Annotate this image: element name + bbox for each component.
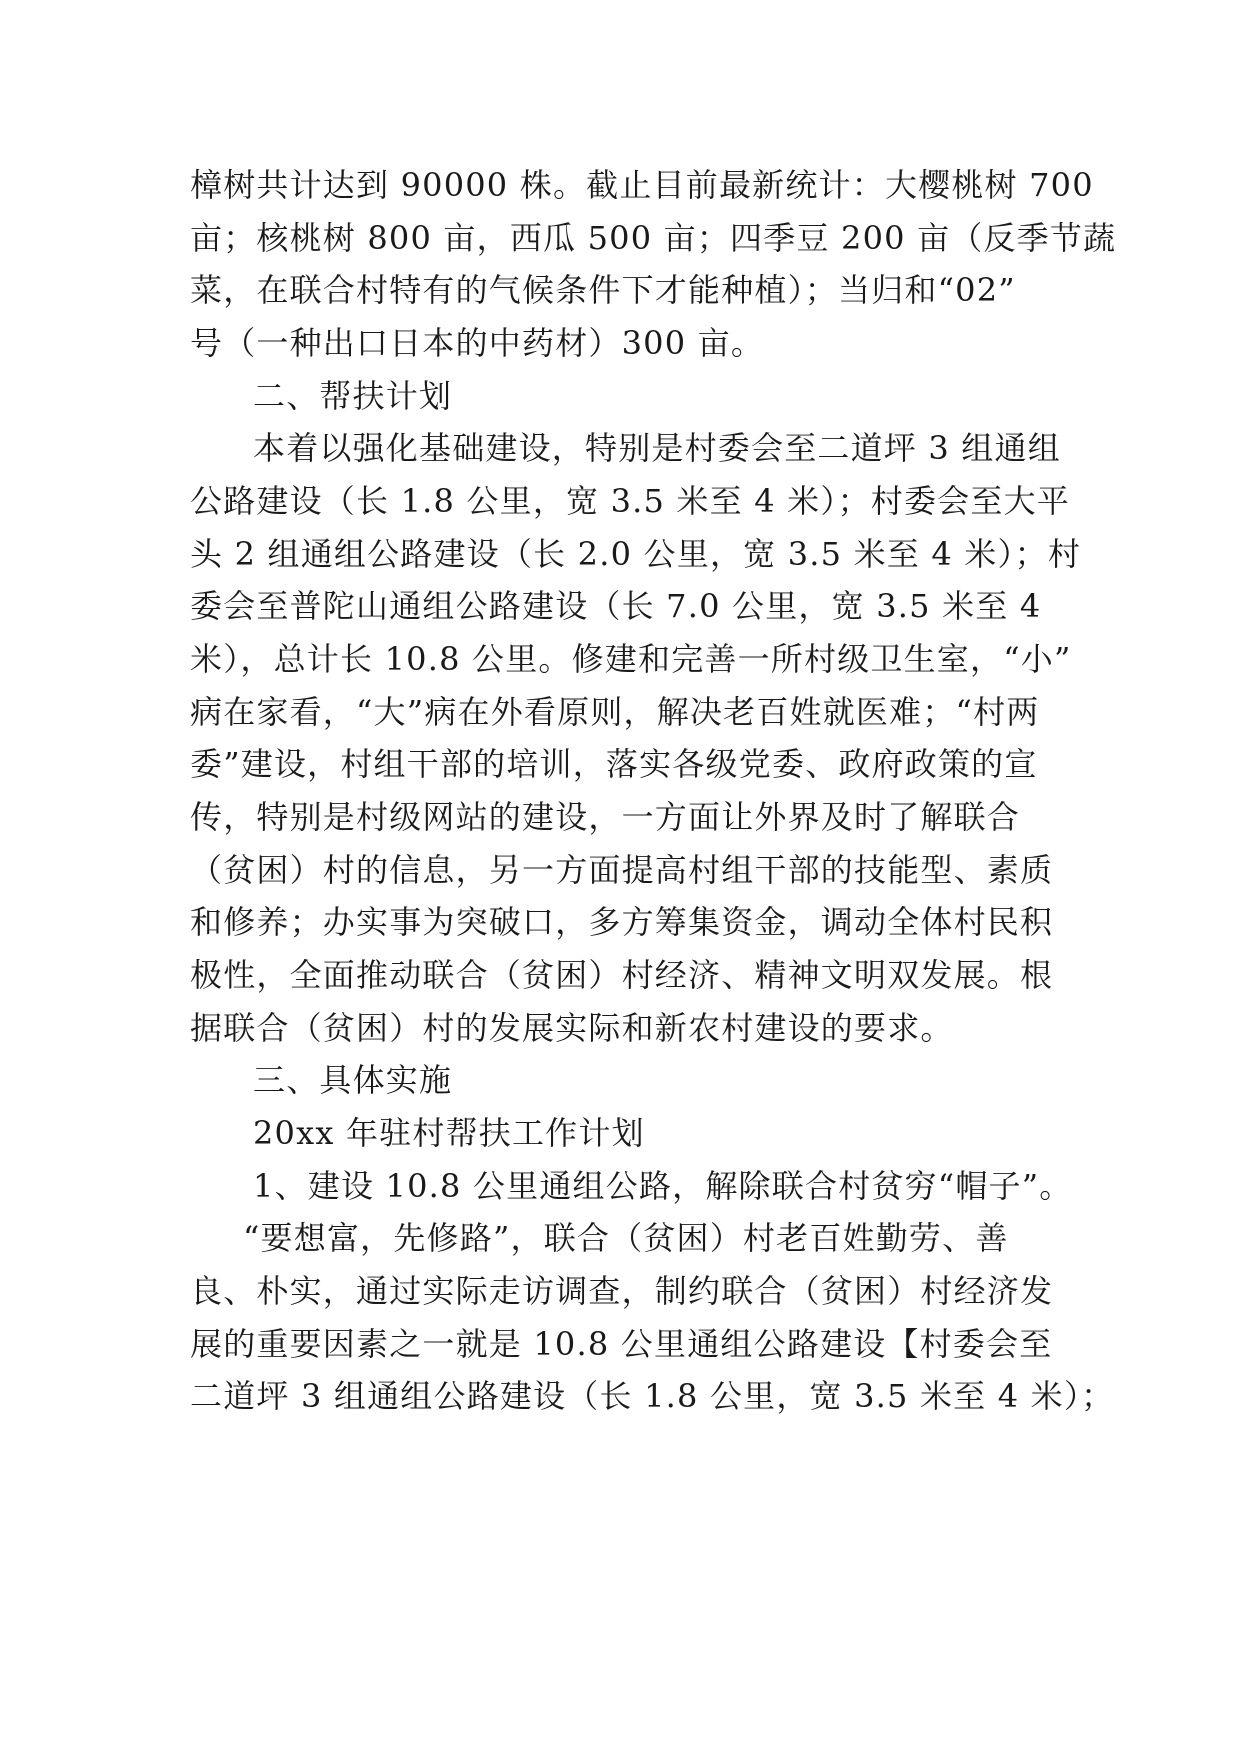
text-line: 二道坪 3 组通组公路建设（长 1.8 公里，宽 3.5 米至 4 米）； xyxy=(190,1377,1115,1415)
text-line: 米），总计长 10.8 公里。修建和完善一所村级卫生室，“小” xyxy=(190,640,1072,678)
text-line: 樟树共计达到 90000 株。截止目前最新统计：大樱桃树 700 xyxy=(190,166,1094,204)
text-line: 据联合（贫困）村的发展实际和新农村建设的要求。 xyxy=(190,1009,954,1047)
section-heading: 二、帮扶计划 xyxy=(253,377,453,415)
paragraph-first-line: 本着以强化基础建设，特别是村委会至二道坪 3 组通组 xyxy=(253,429,1061,467)
text-line: 和修养；办实事为突破口，多方筹集资金，调动全体村民积 xyxy=(190,903,1054,941)
list-item: 1、建设 10.8 公里通组公路，解除联合村贫穷“帽子”。 xyxy=(253,1167,1073,1205)
text-line: 展的重要因素之一就是 10.8 公里通组公路建设【村委会至 xyxy=(190,1325,1053,1363)
subheading: 20xx 年驻村帮扶工作计划 xyxy=(253,1114,645,1152)
text-line: 委”建设，村组干部的培训，落实各级党委、政府政策的宣 xyxy=(190,745,1038,783)
text-line: 号（一种出口日本的中药材）300 亩。 xyxy=(190,324,765,362)
paragraph-first-line: “要想富，先修路”，联合（贫困）村老百姓勤劳、善 xyxy=(243,1219,1009,1257)
text-line: 良、朴实，通过实际走访调查，制约联合（贫困）村经济发 xyxy=(190,1272,1054,1310)
text-line: 委会至普陀山通组公路建设（长 7.0 公里，宽 3.5 米至 4 xyxy=(190,587,1042,625)
text-line: 头 2 组通组公路建设（长 2.0 公里，宽 3.5 米至 4 米）；村 xyxy=(190,535,1082,573)
text-line: 极性，全面推动联合（贫困）村经济、精神文明双发展。根 xyxy=(190,956,1054,994)
text-line: 菜，在联合村特有的气候条件下才能种植）；当归和“02” xyxy=(190,271,1016,309)
section-heading: 三、具体实施 xyxy=(253,1061,453,1099)
text-line: 传，特别是村级网站的建设，一方面让外界及时了解联合 xyxy=(190,798,1021,836)
text-line: 亩；核桃树 800 亩，西瓜 500 亩；四季豆 200 亩（反季节蔬 xyxy=(190,219,1117,257)
text-line: 公路建设（长 1.8 公里，宽 3.5 米至 4 米）；村委会至大平 xyxy=(190,482,1070,520)
text-line: （贫困）村的信息，另一方面提高村组干部的技能型、素质 xyxy=(190,851,1054,889)
text-line: 病在家看，“大”病在外看原则，解决老百姓就医难；“村两 xyxy=(190,693,1040,731)
